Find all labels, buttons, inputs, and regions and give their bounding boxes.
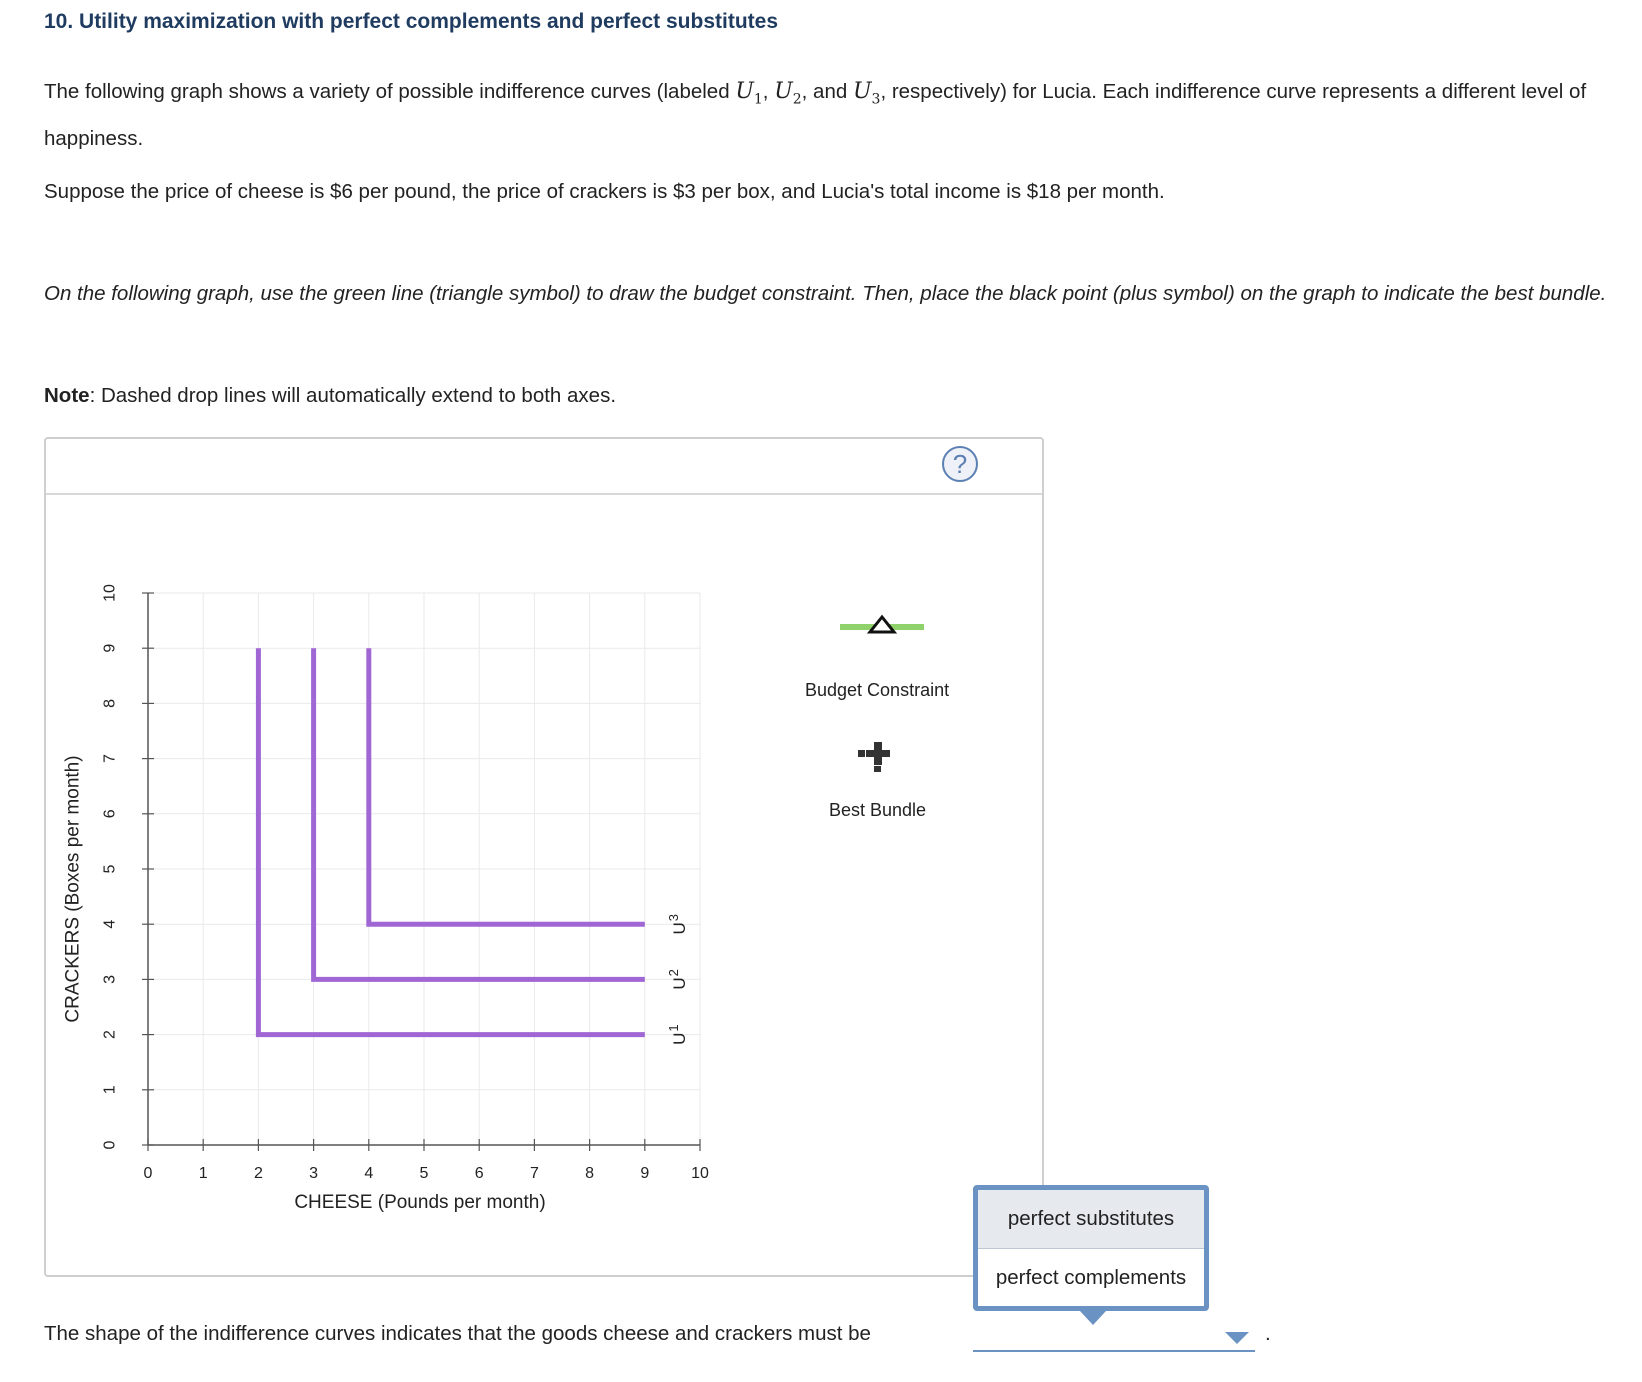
- question-title: 10. Utility maximization with perfect complements and perfect substitutes: [44, 10, 778, 33]
- chart-labels: [63, 584, 710, 1213]
- indifference-curve-u1[interactable]: [258, 648, 644, 1034]
- prices-paragraph: Suppose the price of cheese is $6 per pound, the price of crackers is $3 per box, and Lucia's total income is $18 per month.: [44, 180, 1165, 203]
- y-tick-label: 5: [101, 864, 119, 874]
- chart-series: [258, 648, 644, 1034]
- note-label: Note: [44, 384, 90, 407]
- y-tick-label: 0: [101, 1140, 119, 1150]
- indifference-chart[interactable]: [44, 560, 764, 1220]
- dropdown-option-perfect-substitutes[interactable]: perfect substitutes: [978, 1190, 1204, 1249]
- y-tick-label: 2: [101, 1030, 119, 1040]
- x-tick-label: 3: [309, 1165, 319, 1182]
- intro-text-end: , respectively) for Lucia. Each indifference curve represents a different level of happiness.: [44, 80, 1587, 151]
- x-axis-title: CHEESE (Pounds per month): [294, 1192, 546, 1213]
- y-axis-title: CRACKERS (Boxes per month): [62, 755, 84, 1023]
- curve-label-u2: $U^2$: [665, 969, 689, 990]
- help-button[interactable]: ?: [942, 446, 978, 482]
- budget-constraint-tool[interactable]: [832, 610, 928, 640]
- chart-grid: [148, 593, 700, 1145]
- intro-separator: , and: [801, 80, 848, 103]
- answer-dropdown[interactable]: [973, 1318, 1255, 1352]
- curve-label-u1: $U^1$: [665, 1024, 689, 1045]
- drag-handle-icon: [858, 750, 865, 757]
- intro-paragraph: [44, 72, 1614, 159]
- x-tick-label: 10: [691, 1165, 709, 1182]
- note-paragraph: [44, 376, 616, 416]
- y-tick-label: 10: [101, 584, 119, 602]
- x-tick-label: 6: [474, 1165, 484, 1182]
- drag-handle-icon: [874, 766, 881, 772]
- y-tick-label: 7: [101, 754, 119, 764]
- answer-sentence: The shape of the indifference curves indicates that the goods cheese and crackers must be: [44, 1322, 871, 1345]
- y-tick-label: 6: [101, 809, 119, 819]
- dropdown-option-perfect-complements[interactable]: perfect complements: [995, 1266, 1187, 1289]
- sentence-period: .: [1265, 1322, 1271, 1345]
- instructions-paragraph: On the following graph, use the green line (triangle symbol) to draw the budget constraint. Then, place the black point (plus symbol) on the graph to indicate the best bundle.: [44, 282, 1607, 305]
- y-tick-label: 3: [101, 974, 119, 984]
- y-tick-label: 4: [101, 919, 119, 929]
- u2-symbol: $U_2$: [774, 79, 802, 108]
- intro-text-start: The following graph shows a variety of possible indifference curves (labeled: [44, 80, 730, 103]
- x-tick-label: 9: [640, 1165, 650, 1182]
- budget-constraint-label: Budget Constraint: [805, 680, 950, 700]
- x-tick-label: 2: [253, 1165, 263, 1182]
- x-tick-label: 8: [585, 1165, 595, 1182]
- intro-separator: ,: [762, 80, 769, 103]
- u3-symbol: $U_3$: [852, 79, 881, 108]
- x-tick-label: 7: [529, 1165, 539, 1182]
- x-tick-label: 4: [364, 1165, 374, 1182]
- best-bundle-tool[interactable]: [856, 738, 896, 772]
- chevron-down-icon: [1225, 1332, 1249, 1344]
- y-tick-label: 8: [101, 698, 119, 708]
- x-tick-label: 1: [198, 1165, 208, 1182]
- x-tick-label: 5: [419, 1165, 429, 1182]
- note-text: : Dashed drop lines will automatically extend to both axes.: [89, 384, 617, 407]
- best-bundle-label: Best Bundle: [829, 800, 927, 820]
- y-tick-label: 1: [101, 1085, 119, 1095]
- indifference-curve-u3[interactable]: [369, 648, 645, 924]
- dropdown-options-popup: [973, 1185, 1209, 1311]
- chart-axes: [142, 593, 700, 1151]
- graph-panel-header: [46, 439, 1042, 495]
- y-tick-label: 9: [101, 643, 119, 653]
- plus-icon: [866, 742, 890, 765]
- x-tick-label: 0: [143, 1165, 153, 1182]
- u1-symbol: $U_1$: [735, 79, 763, 108]
- curve-label-u3: $U^3$: [665, 913, 689, 935]
